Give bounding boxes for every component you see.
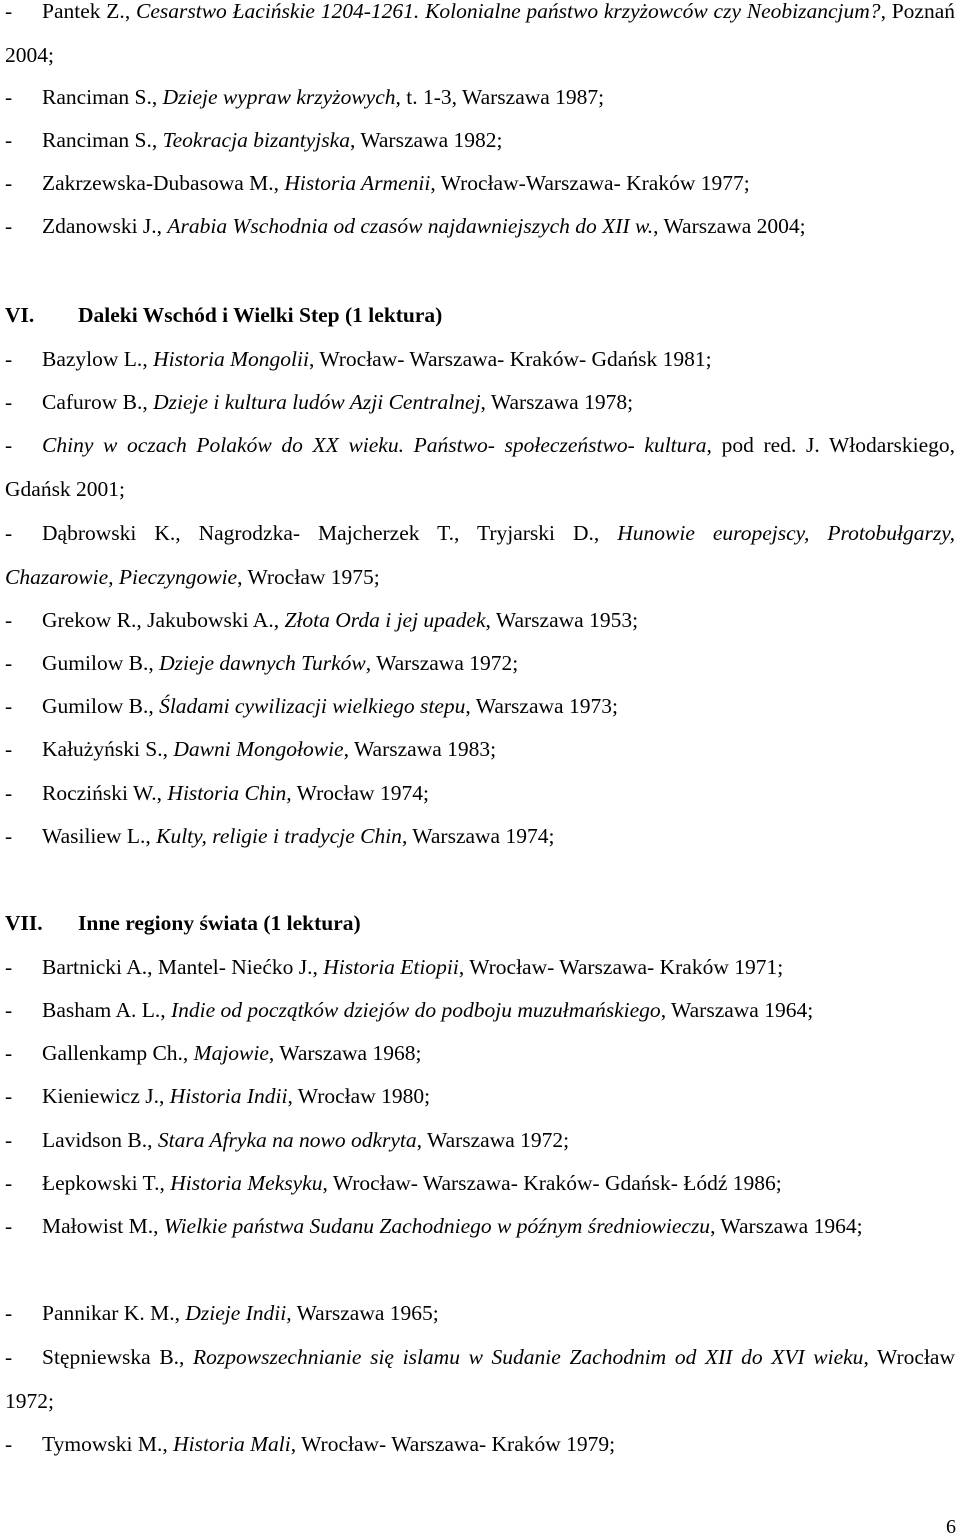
entry-details: , Wrocław-Warszawa- Kraków 1977; (430, 171, 750, 195)
bibliography-entry: - Tymowski M., Historia Mali, Wrocław- Warszawa- Kraków 1979; (5, 1432, 616, 1456)
entry-title: Chiny w oczach Polaków do XX wieku. Państwo- społeczeństwo- kultura (42, 433, 707, 457)
bibliography-entry: - Grekow R., Jakubowski A., Złota Orda i jej upadek, Warszawa 1953; (5, 608, 639, 632)
entry-author: Kałużyński S. (42, 737, 163, 761)
entry-title: Dzieje wypraw krzyżowych (162, 85, 396, 109)
bibliography-entry: - Zdanowski J., Arabia Wschodnia od czasów najdawniejszych do XII w., Warszawa 2004; (5, 214, 806, 238)
entry-title: Dzieje i kultura ludów Azji Centralnej (153, 390, 481, 414)
entry-details: , Wrocław- Warszawa- Kraków 1971; (458, 955, 784, 979)
entry-author: Dąbrowski K., Nagrodzka- Majcherzek T., Tryjarski D. (42, 521, 594, 545)
entry-details: , Warszawa 1972; (365, 651, 519, 675)
entry-title: Majowie (193, 1041, 269, 1065)
bibliography-entry: - Lavidson B., Stara Afryka na nowo odkryta, Warszawa 1972; (5, 1128, 570, 1152)
entry-title: Kulty, religie i tradycje Chin (156, 824, 402, 848)
entry-title: Historia Meksyku (170, 1171, 323, 1195)
entry-title: Cesarstwo Łacińskie 1204-1261. Kolonialne państwo krzyżowców czy Neobizancjum? (135, 0, 881, 23)
bibliography-entry: - Gumilow B., Śladami cywilizacji wielkiego stepu, Warszawa 1973; (5, 694, 618, 718)
entry-title: Śladami cywilizacji wielkiego stepu (159, 694, 466, 718)
entry-details: , Warszawa 1974; (401, 824, 555, 848)
entry-author: Stępniewska B. (42, 1345, 180, 1369)
entry-details: , Warszawa 1982; (349, 128, 503, 152)
section-number: VI. (5, 303, 35, 327)
entry-details: , Warszawa 1973; (465, 694, 618, 718)
entry-author: Zdanowski J. (42, 214, 157, 238)
bibliography-entry: - Gallenkamp Ch., Majowie, Warszawa 1968; (5, 1041, 422, 1065)
bibliography-entry: - Dąbrowski K., Nagrodzka- Majcherzek T., Tryjarski D., Hunowie europejscy, Protobułgarzy, Chazarowie, Pieczyngowie, Wrocław 1975; (5, 521, 955, 589)
entry-details: , Poznań 2004; (5, 0, 956, 67)
section-number: VII. (5, 911, 43, 935)
entry-details: , Warszawa 2004; (653, 214, 806, 238)
bibliography-entry: - Małowist M., Wielkie państwa Sudanu Zachodniego w późnym średniowieczu, Warszawa 1964; (5, 1214, 863, 1238)
section-heading (5, 902, 361, 946)
entry-title: Wielkie państwa Sudanu Zachodniego w późnym średniowieczu (163, 1214, 711, 1238)
entry-details: , Wrocław- Warszawa- Kraków- Gdańsk 1981; (308, 347, 712, 371)
bibliography-entry: - Bartnicki A., Mantel- Niećko J., Historia Etiopii, Wrocław- Warszawa- Kraków 1971; (5, 955, 784, 979)
entry-title: Historia Armenii (284, 171, 431, 195)
bibliography-entry: - Ranciman S., Dzieje wypraw krzyżowych, t. 1-3, Warszawa 1987; (5, 85, 605, 109)
entry-title: Stara Afryka na nowo odkryta (157, 1128, 417, 1152)
entry-author: Lavidson B. (42, 1128, 148, 1152)
entry-details: , pod red. J. Włodarskiego, Gdańsk 2001; (5, 433, 955, 501)
section-heading (5, 294, 442, 338)
entry-title: Złota Orda i jej upadek (284, 608, 486, 632)
entry-details: , Wrocław- Warszawa- Kraków 1979; (290, 1432, 616, 1456)
entry-author: Zakrzewska-Dubasowa M. (42, 171, 274, 195)
entry-details: , Wrocław 1972; (5, 1345, 955, 1413)
bibliography-entry: - Ranciman S., Teokracja bizantyjska, Warszawa 1982; (5, 128, 503, 152)
entry-author: Rocziński W. (42, 781, 157, 805)
entry-details: , Wrocław- Warszawa- Kraków- Gdańsk- Łódź 1986; (322, 1171, 782, 1195)
entry-author: Pantek Z. (42, 0, 125, 23)
bibliography-entry: - Stępniewska B., Rozpowszechnianie się islamu w Sudanie Zachodnim od XII do XVI wieku, Wrocław 1972; (5, 1345, 955, 1413)
entry-author: Tymowski M. (42, 1432, 163, 1456)
entry-details: , Warszawa 1978; (480, 390, 634, 414)
entry-author: Pannikar K. M. (42, 1301, 175, 1325)
entry-title: Arabia Wschodnia od czasów najdawniejszych do XII w. (167, 214, 654, 238)
entry-author: Bazylow L. (42, 347, 143, 371)
section-title: Inne regiony świata (1 lektura) (78, 911, 361, 935)
entry-title: Historia Chin (167, 781, 287, 805)
entry-details: , Warszawa 1968; (268, 1041, 422, 1065)
bibliography-entry: - Rocziński W., Historia Chin, Wrocław 1974; (5, 781, 429, 805)
bibliography-entry: - Pannikar K. M., Dzieje Indii, Warszawa 1965; (5, 1301, 439, 1325)
entry-title: Indie od początków dziejów do podboju muzułmańskiego (171, 998, 661, 1022)
entry-author: Wasiliew L. (42, 824, 146, 848)
entry-details: , t. 1-3, Warszawa 1987; (395, 85, 605, 109)
entry-title: Rozpowszechnianie się islamu w Sudanie Zachodnim od XII do XVI wieku (193, 1345, 864, 1369)
entry-details: , Wrocław 1975; (237, 564, 380, 589)
entry-title: Historia Mongolii (153, 347, 309, 371)
entry-details: , Warszawa 1953; (485, 608, 639, 632)
bibliography-entry: - Chiny w oczach Polaków do XX wieku. Państwo- społeczeństwo- kultura, pod red. J. Włodarskiego, Gdańsk 2001; (5, 433, 955, 501)
entry-author: Łepkowski T. (42, 1171, 160, 1195)
entry-details: , Warszawa 1964; (660, 998, 814, 1022)
entry-author: Ranciman S. (42, 128, 152, 152)
entry-author: Basham A. L. (42, 998, 161, 1022)
page-number: 6 (946, 1516, 956, 1538)
bibliography-entry: - Łepkowski T., Historia Meksyku, Wrocław- Warszawa- Kraków- Gdańsk- Łódź 1986; (5, 1171, 782, 1195)
entry-details: , Warszawa 1972; (416, 1128, 570, 1152)
entry-details: , Warszawa 1964; (710, 1214, 863, 1238)
entry-author: Gumilow B. (42, 694, 149, 718)
entry-details: , Wrocław 1974; (286, 781, 429, 805)
bibliography-entry: - Basham A. L., Indie od początków dziejów do podboju muzułmańskiego, Warszawa 1964; (5, 998, 814, 1022)
entry-title: Historia Etiopii (323, 955, 459, 979)
entry-title: Dawni Mongołowie (173, 737, 344, 761)
entry-author: Małowist M. (42, 1214, 154, 1238)
bibliography-entry: - Kałużyński S., Dawni Mongołowie, Warszawa 1983; (5, 737, 497, 761)
entry-author: Cafurow B. (42, 390, 143, 414)
entry-title: Hunowie europejscy, Protobułgarzy, Chazarowie, Pieczyngowie (5, 521, 955, 589)
section-title: Daleki Wschód i Wielki Step (1 lektura) (78, 303, 443, 327)
entry-title: Historia Indii (169, 1084, 288, 1108)
entry-title: Teokracja bizantyjska (162, 128, 350, 152)
entry-author: Ranciman S. (42, 85, 152, 109)
entry-author: Kieniewicz J. (42, 1084, 160, 1108)
bibliography-entry: - Zakrzewska-Dubasowa M., Historia Armenii, Wrocław-Warszawa- Kraków 1977; (5, 171, 750, 195)
bibliography-entry: - Wasiliew L., Kulty, religie i tradycje Chin, Warszawa 1974; (5, 824, 555, 848)
entry-details: , Warszawa 1983; (343, 737, 497, 761)
bibliography-entry: - Cafurow B., Dzieje i kultura ludów Azji Centralnej, Warszawa 1978; (5, 390, 634, 414)
entry-title: Dzieje Indii (185, 1301, 287, 1325)
bibliography-entry: - Kieniewicz J., Historia Indii, Wrocław 1980; (5, 1084, 431, 1108)
entry-details: , Wrocław 1980; (287, 1084, 431, 1108)
entry-author: Gumilow B. (42, 651, 149, 675)
entry-author: Grekow R., Jakubowski A. (42, 608, 274, 632)
entry-details: , Warszawa 1965; (286, 1301, 439, 1325)
bibliography-entry: - Gumilow B., Dzieje dawnych Turków, Warszawa 1972; (5, 651, 519, 675)
entry-author: Bartnicki A., Mantel- Niećko J. (42, 955, 313, 979)
entry-author: Gallenkamp Ch. (42, 1041, 183, 1065)
entry-title: Dzieje dawnych Turków (159, 651, 366, 675)
bibliography-entry: - Pantek Z., Cesarstwo Łacińskie 1204-1261. Kolonialne państwo krzyżowców czy Neobizancjum?, Poznań 2004; (5, 0, 956, 67)
bibliography-entry: - Bazylow L., Historia Mongolii, Wrocław- Warszawa- Kraków- Gdańsk 1981; (5, 347, 712, 371)
entry-title: Historia Mali (173, 1432, 291, 1456)
